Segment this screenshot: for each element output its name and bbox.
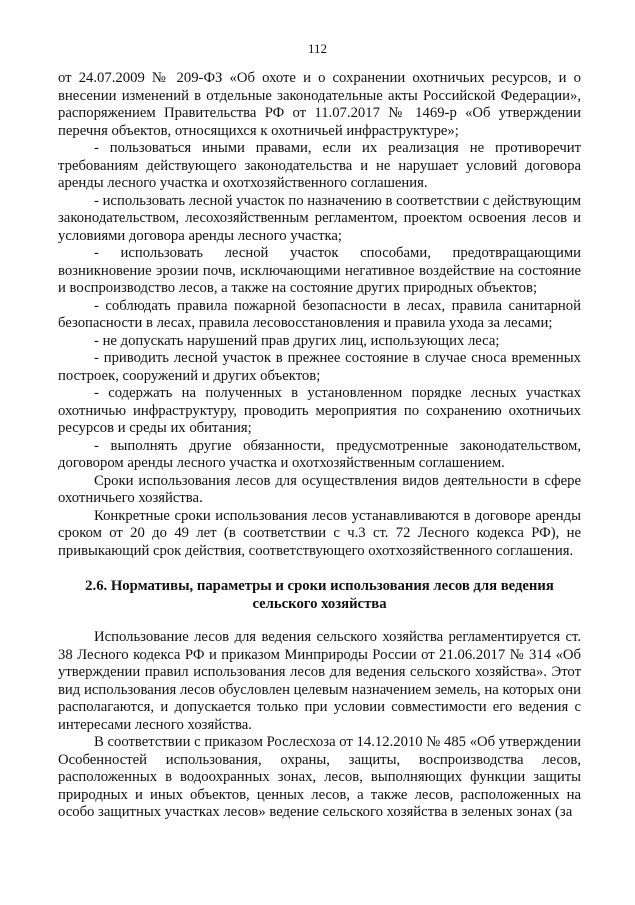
- page-number: 112: [307, 41, 328, 56]
- paragraph: - выполнять другие обязанности, предусмотренные законодательством, договором аренды лесного участка и охотхозяйственным соглашением.: [58, 437, 581, 471]
- paragraph: - использовать лесной участок по назначению в соответствии с действующим законодательством, лесохозяйственным регламентом, проектом освоения лесов и условиями договора аренды лесного участка;: [58, 192, 581, 244]
- spacer: [58, 613, 581, 629]
- paragraph: - использовать лесной участок способами, предотвращающими возникновение эрозии почв, исключающими негативное воздействие на состояние и воспроизводство лесов, а также на состояние других природных объектов;: [58, 245, 581, 296]
- paragraph: - не допускать нарушений прав других лиц, использующих леса;: [94, 332, 500, 349]
- paragraph: - содержать на полученных в установленном порядке лесных участках охотничью инфраструктуру, проводить мероприятия по сохранению охотничьих ресурсов и среды их обитания;: [58, 385, 581, 436]
- paragraph: Сроки использования лесов для осуществления видов деятельности в сфере охотничьего хозяйства.: [58, 472, 581, 506]
- top-paragraphs: [58, 70, 581, 560]
- paragraph: - пользоваться иными правами, если их реализация не противоречит требованиям действующего законодательства и не нарушает условий договора аренды лесного участка и охотхозяйственного соглашения.: [58, 140, 581, 191]
- section-heading-line-1: 2.6. Нормативы, параметры и сроки использования лесов для ведения: [85, 578, 554, 594]
- document-body: [58, 70, 581, 822]
- paragraph: - приводить лесной участок в прежнее состояние в случае сноса временных построек, сооружений и других объектов;: [58, 350, 581, 384]
- paragraph: Конкретные сроки использования лесов устанавливаются в договоре аренды сроком от 20 до 49 лет (в соответствии с ч.3 ст. 72 Лесного кодекса РФ), не привыкающий срок действия, соответствующего охотхозяйственного соглашения.: [58, 507, 581, 559]
- paragraph: от 24.07.2009 № 209-ФЗ «Об охоте и о сохранении охотничьих ресурсов, и о внесении изменений в отдельные законодательные акты Российской Федерации», распоряжением Правительства РФ от 11.07.2017 № 1469-р «Об утверждении перечня объектов, относящихся к охотничьей инфраструктуре»;: [58, 70, 581, 139]
- spacer: [58, 560, 581, 578]
- paragraph: Использование лесов для ведения сельского хозяйства регламентируется ст. 38 Лесного кодекса РФ и приказом Минприроды России от 21.06.2017 № 314 «Об утверждении правил использования лесов для ведения сельского хозяйства». Этот вид использования лесов обусловлен целевым назначением земель, на которых они располагаются, и допускается только при условии совместимости его ведения с интересами лесного хозяйства.: [58, 629, 581, 733]
- paragraph: В соответствии с приказом Рослесхоза от 14.12.2010 № 485 «Об утверждении Особенностей использования, охраны, защиты, воспроизводства лесов, расположенных в водоохранных зонах, лесов, выполняющих функции защиты природных и иных объектов, ценных лесов, а также лесов, расположенных на особо защитных участках лесов» ведение сельского хозяйства в зеленых зонах (за: [58, 734, 581, 820]
- bottom-paragraphs: [58, 629, 581, 822]
- section-heading-line-2: сельского хозяйства: [252, 595, 387, 612]
- paragraph: - соблюдать правила пожарной безопасности в лесах, правила санитарной безопасности в лесах, правила лесовосстановления и правила ухода за лесами;: [58, 297, 581, 331]
